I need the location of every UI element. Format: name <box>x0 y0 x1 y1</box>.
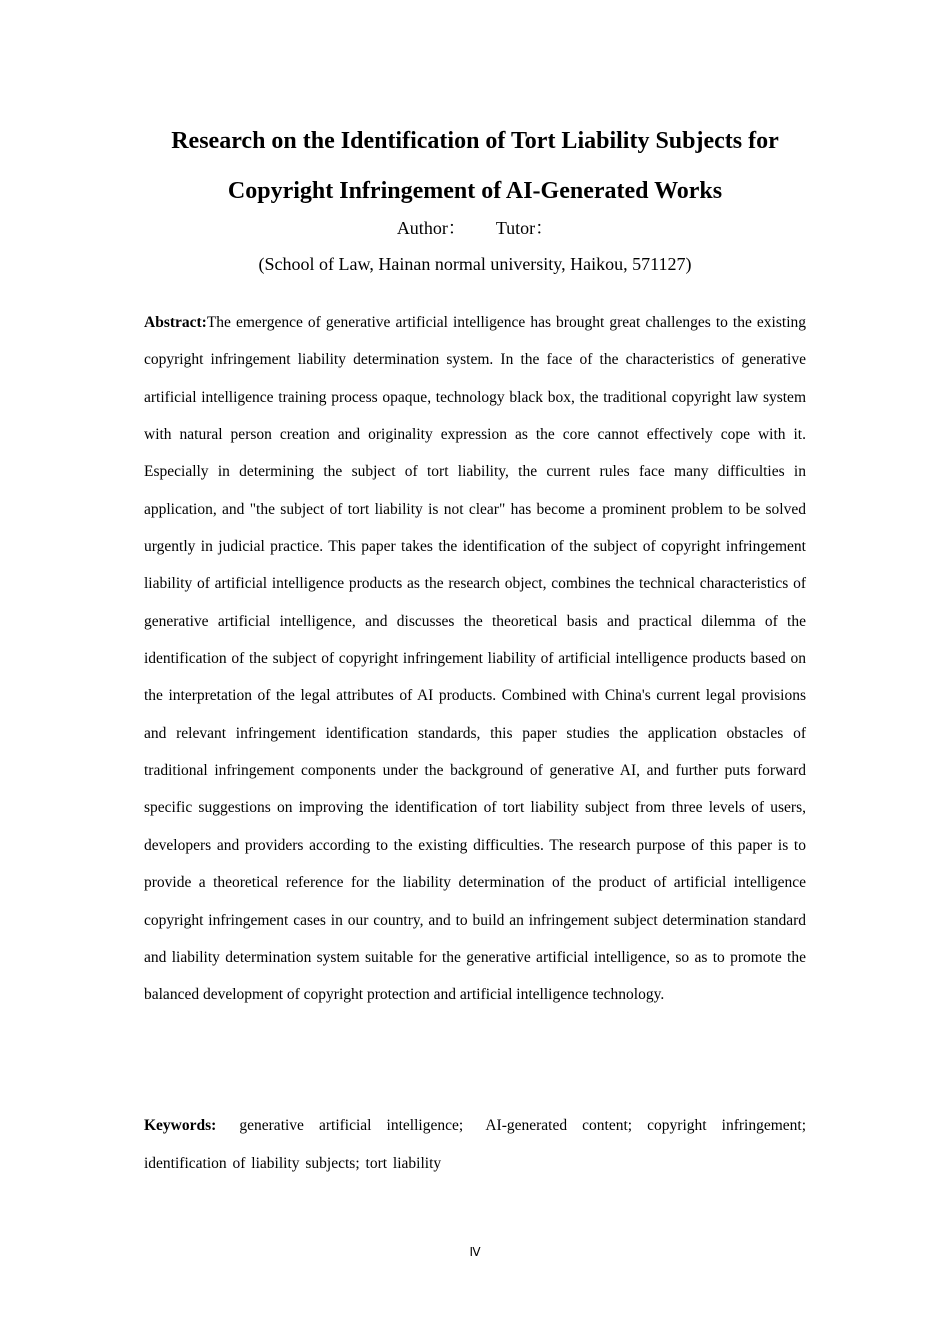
abstract-paragraph <box>144 304 806 1014</box>
keywords-paragraph <box>144 1107 806 1182</box>
title-line-2: Copyright Infringement of AI-Generated Works <box>227 178 723 204</box>
keyword-item: copyright infringement; <box>647 1117 806 1134</box>
title-line-1: Research on the Identification of Tort Liability Subjects for <box>171 128 779 154</box>
affiliation: (School of Law, Hainan normal university, Haikou, 571127) <box>258 254 692 274</box>
page-number: Ⅳ <box>469 1245 481 1259</box>
keyword-item: identification of liability subjects; <box>144 1154 360 1172</box>
keywords-label: Keywords: <box>144 1117 217 1134</box>
author-label: Author： <box>396 218 466 238</box>
paper-title <box>100 116 850 216</box>
keyword-item: AI-generated content; <box>485 1117 633 1134</box>
abstract-label: Abstract: <box>144 314 207 331</box>
keyword-item: generative artificial intelligence; <box>239 1117 464 1134</box>
tutor-label: Tutor： <box>495 218 554 238</box>
keyword-item: tort liability <box>365 1154 442 1172</box>
abstract-text: The emergence of generative artificial intelligence has brought great challenges to the existing copyright infringement liability determination system. In the face of the characteristics of generative artificial intelligence training process opaque, technology black box, the traditional copyright law system with natural person creation and originality expression as the core cannot effectively cope with it. Especially in determining the subject of tort liability, the current rules face many difficulties in application, and "the subject of tort liability is not clear" has become a prominent problem to be solved urgently in judicial practice. This paper takes the identification of the subject of copyright infringement liability of artificial intelligence products as the research object, combines the technical characteristics of generative artificial intelligence, and discusses the theoretical basis and practical dilemma of the identification of the subject of copyright infringement liability of artificial intelligence products based on the interpretation of the legal attributes of AI products. Combined with China's current legal provisions and relevant infringement identification standards, this paper studies the application obstacles of traditional infringement components under the background of generative AI, and further puts forward specific suggestions on improving the identification of tort liability subject from three levels of users, developers and providers according to the existing difficulties. The research purpose of this paper is to provide a theoretical reference for the liability determination of the product of artificial intelligence copyright infringement cases in our country, and to build an infringement subject determination standard and liability determination system suitable for the generative artificial intelligence, so as to promote the balanced development of copyright protection and artificial intelligence technology. <box>144 314 806 1004</box>
author-tutor-line <box>0 215 950 241</box>
